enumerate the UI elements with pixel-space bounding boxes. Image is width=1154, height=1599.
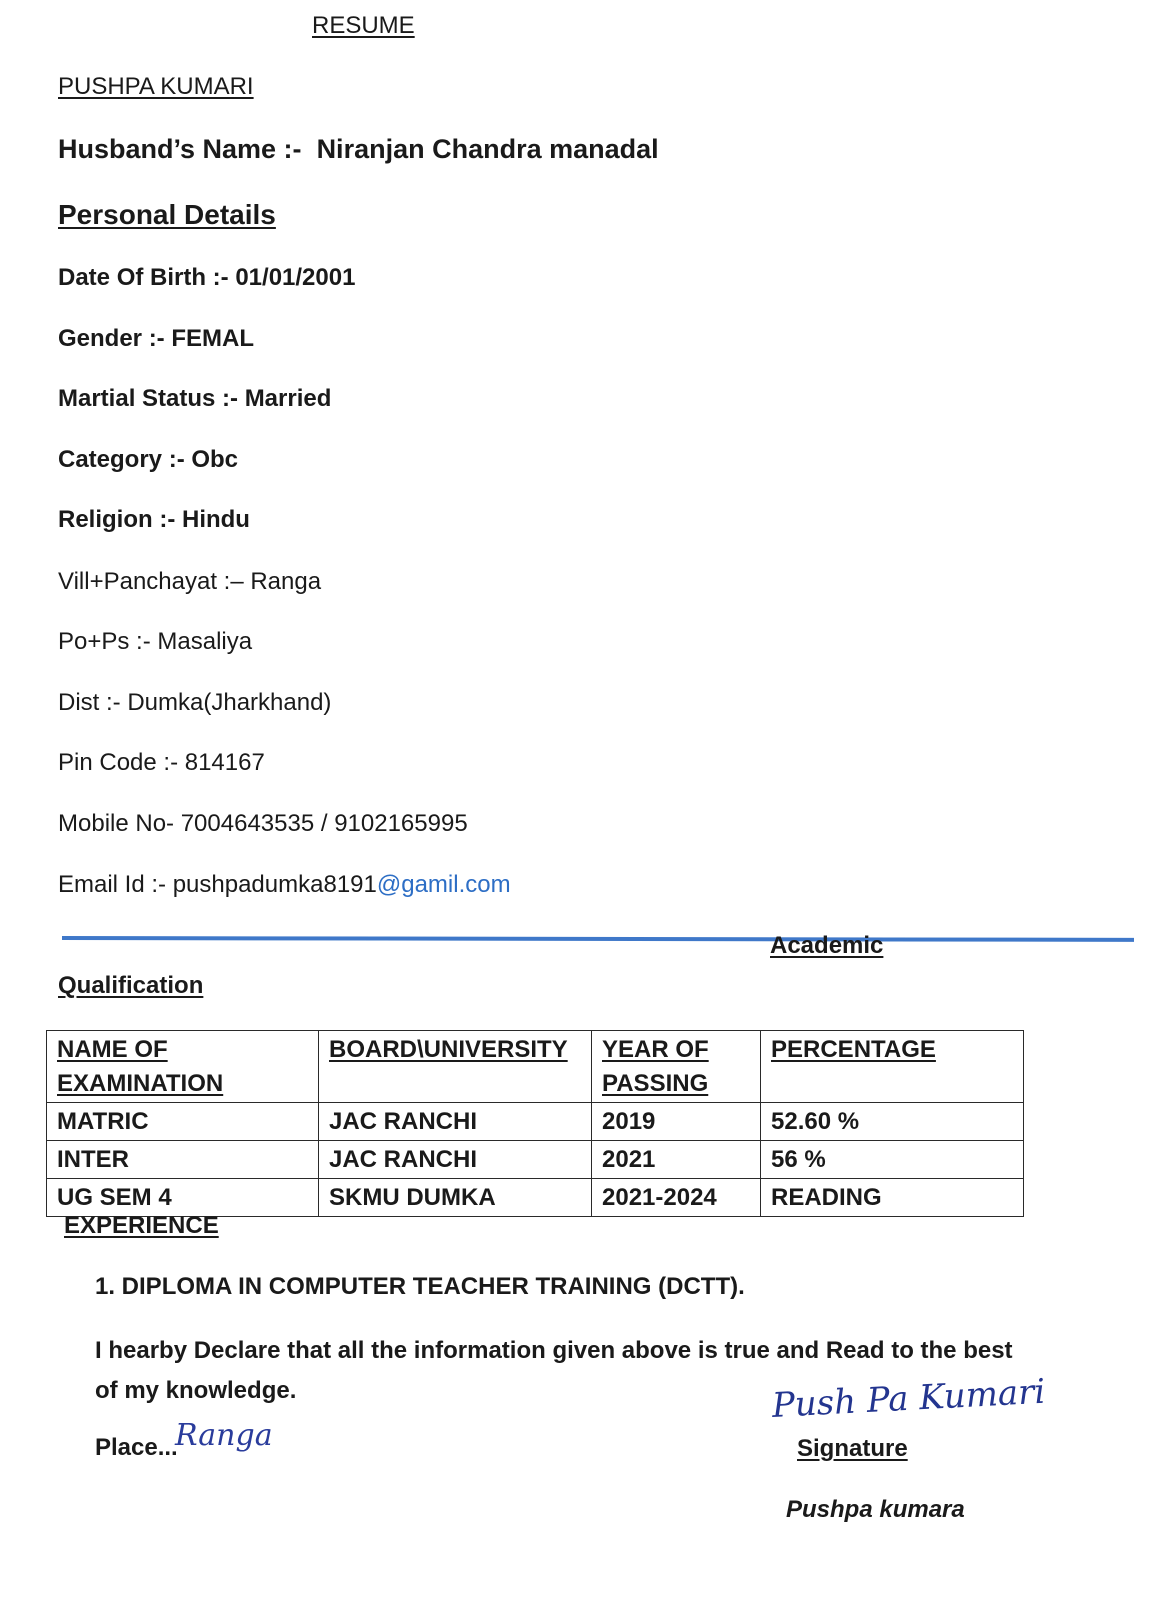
po-ps-field: Po+Ps :- Masaliya <box>58 628 253 655</box>
table-header-row <box>47 1031 1024 1103</box>
column-header-board: BOARD\UNIVERSITY <box>319 1031 592 1103</box>
column-header-year: YEAR OF PASSING <box>592 1031 761 1103</box>
table-cell: MATRIC <box>47 1103 319 1141</box>
applicant-name: PUSHPA KUMARI <box>58 73 254 100</box>
table-cell: 56 % <box>761 1141 1024 1179</box>
category-field: Category :- Obc <box>58 446 239 473</box>
table-row <box>47 1179 1024 1217</box>
column-header-percentage: PERCENTAGE <box>761 1031 1024 1103</box>
table-cell: 2021 <box>592 1141 761 1179</box>
education-table <box>46 1030 1024 1217</box>
signature-label: Signature <box>797 1435 908 1462</box>
marital-status-field: Martial Status :- Married <box>58 385 332 412</box>
husband-value: Niranjan Chandra manadal <box>316 134 659 164</box>
husband-name-line <box>58 134 659 165</box>
table-cell: 2019 <box>592 1103 761 1141</box>
district-field: Dist :- Dumka(Jharkhand) <box>58 689 332 716</box>
village-field: Vill+Panchayat :– Ranga <box>58 568 322 595</box>
place-handwritten: Ranga <box>175 1418 273 1453</box>
table-cell: JAC RANCHI <box>319 1141 592 1179</box>
email-field <box>58 871 511 899</box>
handwritten-signature: Push Pa Kumari <box>770 1371 1047 1426</box>
email-prefix: Email Id :- pushpadumka8191 <box>58 871 377 898</box>
table-row <box>47 1103 1024 1141</box>
place-label: Place... <box>95 1434 178 1461</box>
experience-item: 1. DIPLOMA IN COMPUTER TEACHER TRAINING (DCTT). <box>95 1273 745 1300</box>
table-cell: INTER <box>47 1141 319 1179</box>
table-cell: SKMU DUMKA <box>319 1179 592 1217</box>
experience-heading: EXPERIENCE <box>64 1212 219 1239</box>
email-domain: @gamil.com <box>376 871 511 898</box>
personal-details-heading: Personal Details <box>58 199 276 230</box>
husband-label: Husband’s Name :- <box>58 134 302 164</box>
table-cell: 2021-2024 <box>592 1179 761 1217</box>
academic-heading-part1: Academic <box>770 932 884 959</box>
pin-code-field: Pin Code :- 814167 <box>58 749 265 776</box>
table-cell: 52.60 % <box>761 1103 1024 1141</box>
resume-title: RESUME <box>312 12 415 39</box>
table-row <box>47 1141 1024 1179</box>
table-cell: READING <box>761 1179 1024 1217</box>
academic-heading-part2: Qualification <box>58 972 204 999</box>
gender-field: Gender :- FEMAL <box>58 325 254 352</box>
blue-divider <box>62 936 1134 942</box>
religion-field: Religion :- Hindu <box>58 506 250 533</box>
table-cell: UG SEM 4 <box>47 1179 319 1217</box>
column-header-examination: NAME OF EXAMINATION <box>47 1031 319 1103</box>
table-cell: JAC RANCHI <box>319 1103 592 1141</box>
declaration-text: I hearby Declare that all the information given above is true and Read to the best of my knowledge. <box>95 1337 1013 1404</box>
mobile-field: Mobile No- 7004643535 / 9102165995 <box>58 810 468 837</box>
signer-name: Pushpa kumara <box>786 1496 965 1523</box>
dob-field: Date Of Birth :- 01/01/2001 <box>58 264 356 291</box>
